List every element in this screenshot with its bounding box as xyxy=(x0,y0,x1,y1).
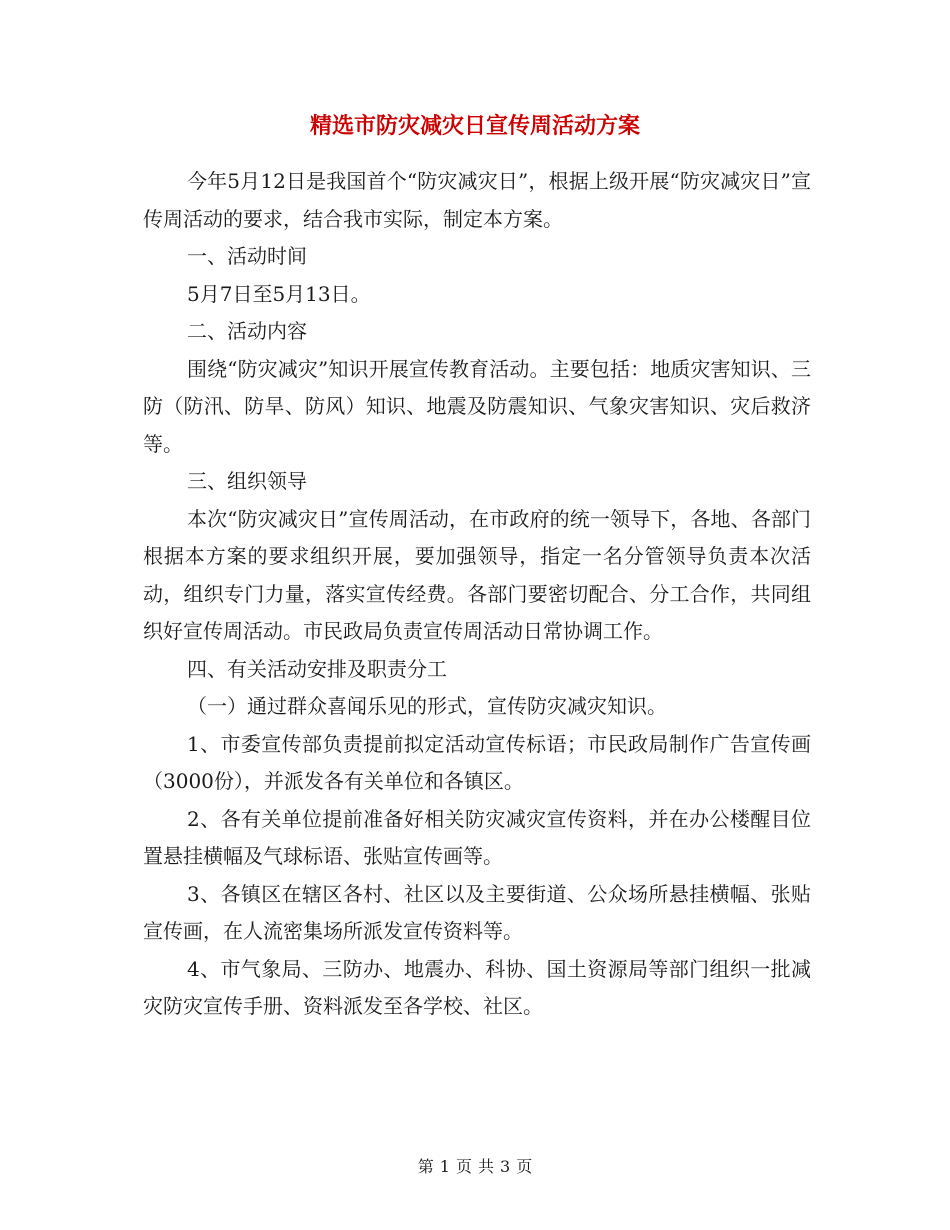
paragraph-time: 5月7日至5月13日。 xyxy=(187,281,371,306)
section-heading-arrangements: 四、有关活动安排及职责分工 xyxy=(187,656,447,681)
footer-current-page: 1 xyxy=(439,1157,450,1176)
list-item-4: 4、市气象局、三防办、地震办、科协、国土资源局等部门组织一批减灾防灾宣传手册、资料派发至各学校、社区。 xyxy=(143,956,811,1018)
document-body xyxy=(143,163,811,1026)
section-heading-time: 一、活动时间 xyxy=(187,244,307,268)
section-heading-leadership: 三、组织领导 xyxy=(187,469,307,493)
footer-total-pages: 3 xyxy=(500,1157,511,1176)
document-title: 精选市防灾减灾日宣传周活动方案 xyxy=(309,114,640,139)
paragraph-intro: 今年5月12日是我国首个“防灾减灾日”，根据上级开展“防灾减灾日”宣传周活动的要求，结合我市实际，制定本方案。 xyxy=(143,169,811,231)
paragraph-leadership: 本次“防灾减灾日”宣传周活动，在市政府的统一领导下，各地、各部门根据本方案的要求组织开展，要加强领导，指定一名分管领导负责本次活动，组织专门力量，落实宣传经费。各部门要密切配合、分工合作，共同组织好宣传周活动。市民政局负责宣传周活动日常协调工作。 xyxy=(143,506,811,643)
subsection-heading-1: （一）通过群众喜闻乐见的形式，宣传防灾减灾知识。 xyxy=(187,694,667,718)
footer-page-prefix: 第 xyxy=(417,1157,434,1176)
footer-total-prefix: 共 xyxy=(478,1157,495,1176)
footer-page-suffix: 页 xyxy=(455,1157,472,1176)
list-item-3: 3、各镇区在辖区各村、社区以及主要街道、公众场所悬挂横幅、张贴宣传画，在人流密集场所派发宣传资料等。 xyxy=(143,881,811,943)
footer-total-suffix: 页 xyxy=(516,1157,533,1176)
paragraph-content: 围绕“防灾减灾”知识开展宣传教育活动。主要包括：地质灾害知识、三防（防汛、防旱、防风）知识、地震及防震知识、气象灾害知识、灾后救济等。 xyxy=(143,356,811,456)
list-item-1: 1、市委宣传部负责提前拟定活动宣传标语；市民政局制作广告宣传画（3000份），并派发各有关单位和各镇区。 xyxy=(143,731,811,793)
list-item-2: 2、各有关单位提前准备好相关防灾减灾宣传资料，并在办公楼醒目位置悬挂横幅及气球标语、张贴宣传画等。 xyxy=(143,806,811,868)
page-footer xyxy=(0,1156,950,1178)
section-heading-content: 二、活动内容 xyxy=(187,319,307,343)
